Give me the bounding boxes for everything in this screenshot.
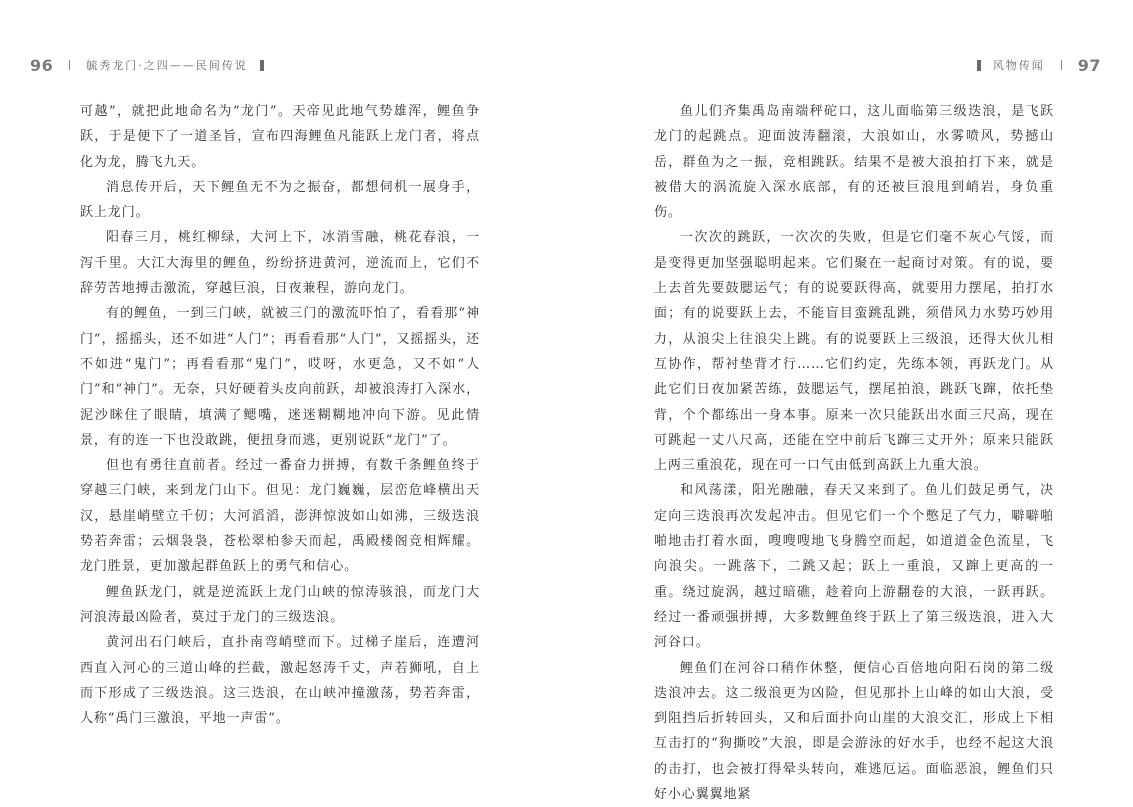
- paragraph: 和风荡漾，阳光融融，春天又来到了。鱼儿们鼓足勇气，决定向三迭浪再次发起冲击。但见它们一个个憋足了气力，噼噼啪啪地击打着水面，嗖嗖嗖地飞身腾空而起，如道道金色流星，飞向浪尖。一跳落下，二跳又起；跃上一重浪，又蹿上更高的一重。绕过旋涡，越过暗礁，趁着向上游翻卷的大浪，一跃再跃。经过一番顽强拼搏，大多数鲤鱼终于跃上了第三级迭浪，进入大河谷口。: [654, 483, 1054, 651]
- right-page-header: [965, 52, 1101, 78]
- paragraph: 鲤鱼跃龙门，就是逆流跃上龙门山峡的惊涛骇浪，而龙门大河浪涛最凶险者，莫过于龙门的三级迭浪。: [80, 584, 480, 625]
- paragraph: 阳春三月，桃红柳绿，大河上下，冰消雪融，桃花春浪，一泻千里。大江大海里的鲤鱼，纷纷挤进黄河，逆流而上，它们不辞劳苦地搏击激流，穿越巨浪，日夜兼程，游向龙门。: [80, 230, 480, 297]
- paragraph: 鱼儿们齐集禹岛南端秤砣口，这儿面临第三级迭浪，是飞跃龙门的起跳点。迎面波涛翻滚，大浪如山，水雾喷风，势撼山岳，群鱼为之一振，竞相跳跃。结果不是被大浪拍打下来，就是被借大的涡流旋入深水底部，有的还被巨浪甩到峭岩，身负重伤。: [654, 104, 1054, 221]
- header-divider: [69, 60, 70, 70]
- left-page-header: [30, 52, 276, 78]
- left-page: [0, 0, 566, 799]
- paragraph: 消息传开后，天下鲤鱼无不为之振奋，都想伺机一展身手，跃上龙门。: [80, 179, 480, 221]
- page-number: 96: [30, 55, 54, 75]
- paragraph: 可越”，就把此地命名为“龙门”。天帝见此地气势雄浑，鲤鱼争跃，于是便下了一道圣旨，宣布四海鲤鱼凡能跃上龙门者，将点化为龙，腾飞九天。: [80, 104, 480, 170]
- paragraph: 一次次的跳跃，一次次的失败，但是它们毫不灰心气馁，而是变得更加坚强聪明起来。它们聚在一起商讨对策。有的说，要上去首先要鼓腮运气；有的说要跃得高，就要用力摆尾，拍打水面；有的说要跃上去，不能盲目蛮跳乱跳，须借风力水势巧妙用力，从浪尖上往浪尖上跳。有的说要跃上三级浪，还得大伙儿相互协作，帮衬垫背才行……它们约定，先练本领，再跃龙门。从此它们日夜加紧苦练，鼓腮运气，摆尾拍浪，跳跃飞蹿，依托垫背，个个都练出一身本事。原来一次只能跃出水面三尺高，现在可跳起一丈八尺高，还能在空中前后飞蹿三丈开外；原来只能跃上两三重浪花，现在可一口气由低到高跃上九重大浪。: [654, 230, 1054, 474]
- paragraph: 但也有勇往直前者。经过一番奋力拼搏，有数千条鲤鱼终于穿越三门峡，来到龙门山下。但见：龙门巍巍，层峦危峰横出天汉，悬崖峭壁立千仞；大河滔滔，澎湃惊波如山如沸，三级迭浪势若奔雷；云烟袅袅，苍松翠柏参天而起，禹殿楼阁竞相辉耀。龙门胜景，更加激起群鱼跃上的勇气和信心。: [80, 458, 480, 575]
- left-page-body: [80, 99, 480, 731]
- running-head: 毓秀龙门·之四——民间传说: [86, 59, 248, 72]
- paragraph: 黄河出石门峡后，直扑南弯峭壁而下。过梯子崖后，连遭河西直入河心的三道山峰的拦截，激起怒涛千丈，声若狮吼，自上而下形成了三级迭浪。这三迭浪，在山峡冲撞激荡，势若奔雷，人称“禹门三激浪，平地一声雷”。: [80, 635, 480, 727]
- running-head: 风物传闻: [992, 59, 1045, 72]
- header-divider: [1061, 60, 1062, 70]
- paragraph: 有的鲤鱼，一到三门峡，就被三门的激流吓怕了，看看那“神门”，摇摇头，还不如进“人门”；再看看那“人门”，又摇摇头，还不如进“鬼门”；再看看那“鬼门”，哎呀，水更急，又不如“人门”和“神门”。无奈，只好硬着头皮向前跃，却被浪涛打入深水，泥沙眯住了眼睛，填满了鳃嘴，迷迷糊糊地冲向下游。见此情景，有的连一下也没敢跳，便扭身而逃，更别说跃“龙门”了。: [80, 306, 480, 448]
- header-block-marker: [977, 60, 981, 71]
- header-block-marker: [260, 60, 264, 71]
- right-page-body: [654, 99, 1054, 807]
- right-page: [566, 0, 1133, 803]
- page-number: 97: [1077, 55, 1101, 75]
- paragraph: 鲤鱼们在河谷口稍作休整，便信心百倍地向阳石岗的第二级迭浪冲去。这二级浪更为凶险，但见那扑上山峰的如山大浪，受到阻挡后折转回头，又和后面扑向山崖的大浪交汇，形成上下相互击打的“狗撕咬”大浪，即是会游泳的好水手，也经不起这大浪的击打，也会被打得晕头转向，难逃厄运。面临恶浪，鲤鱼们只好小心翼翼地紧: [654, 660, 1054, 803]
